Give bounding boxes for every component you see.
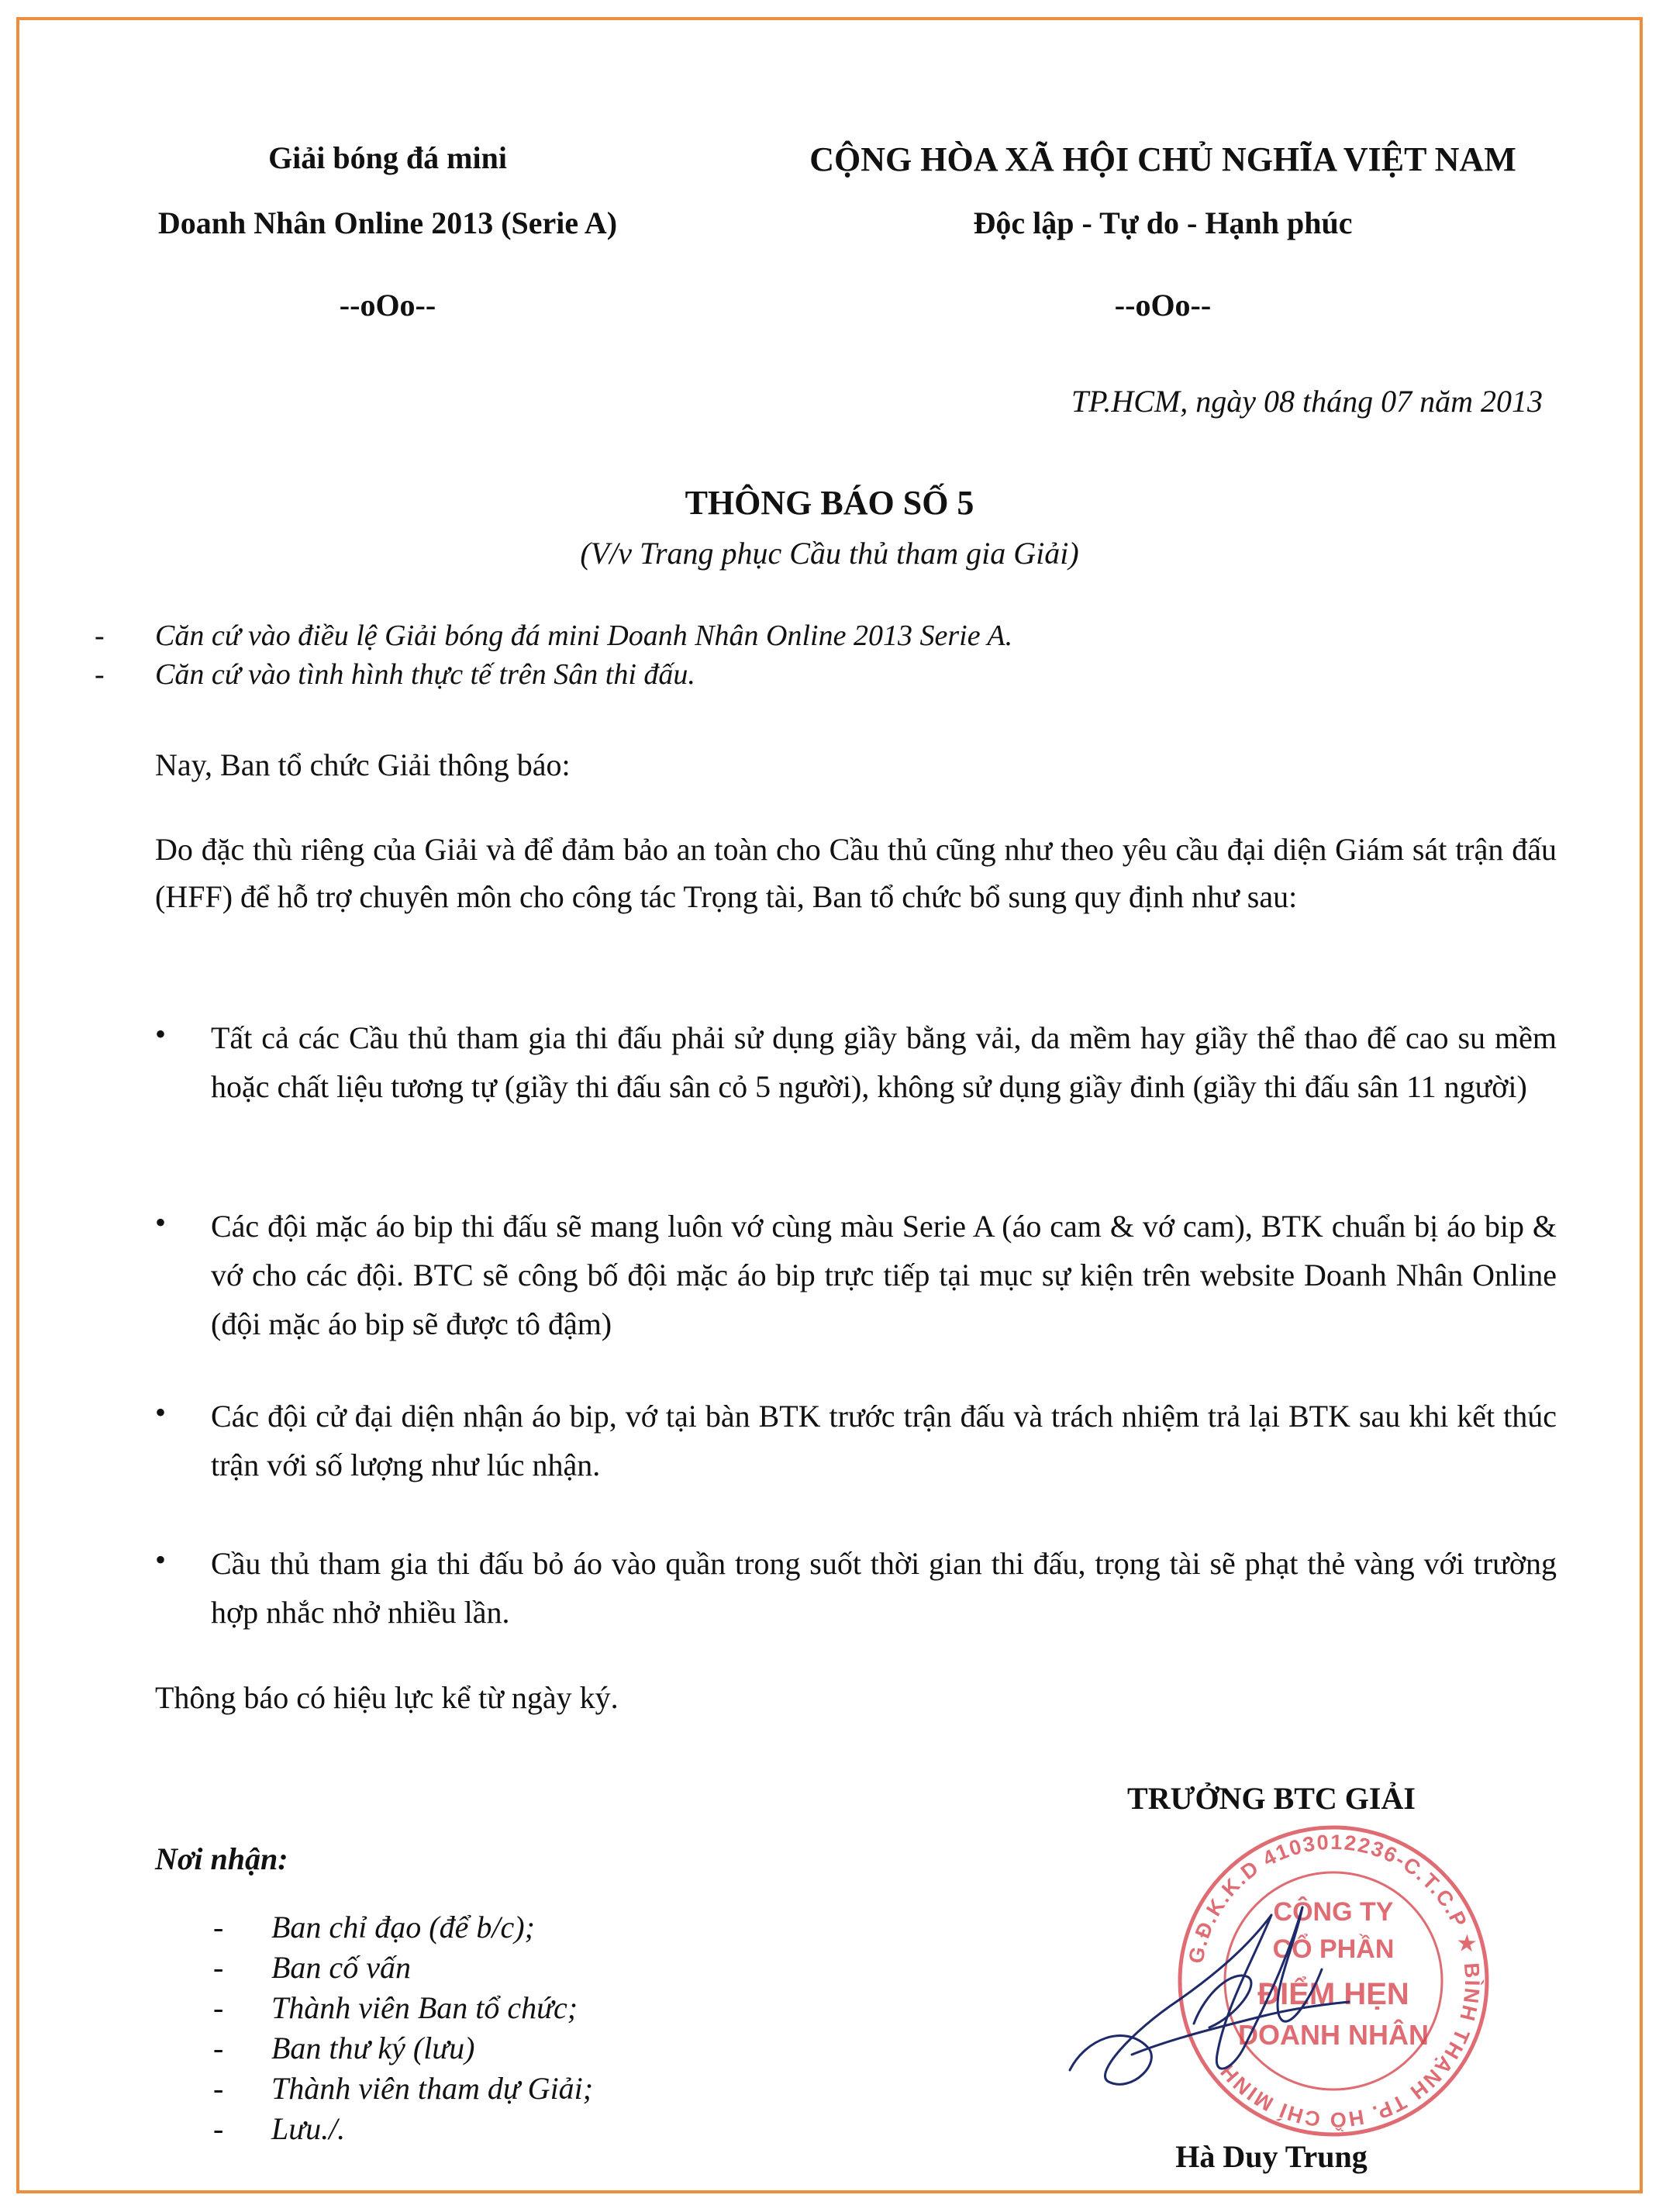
main-paragraph: Do đặc thù riêng của Giải và để đảm bảo an toàn cho Cầu thủ cũng như theo yêu cầu đại diện Giám sát trận đấu (HFF) để hỗ trợ chuyên môn cho công tác Trọng tài, Ban tổ chức bổ sung quy định như sau:: [155, 832, 1557, 914]
rule-item: Tất cả các Cầu thủ tham gia thi đấu phải sử dụng giầy bằng vải, da mềm hay giầy thể thao đế cao su mềm hoặc chất liệu tương tự (giầy thi đấu sân cỏ 5 người), không sử dụng giầy đinh (giầy thi đấu sân 11 người): [211, 1020, 1557, 1104]
bullet-marker: •: [155, 1205, 167, 1240]
recipient-text: Lưu./.: [271, 2111, 346, 2146]
bullet-marker: •: [155, 1542, 167, 1577]
national-title: CỘNG HÒA XÃ HỘI CHỦ NGHĨA VIỆT NAM: [809, 140, 1516, 178]
handwritten-signature: [1039, 1861, 1364, 2117]
rule-item: Các đội cử đại diện nhận áo bip, vớ tại bàn BTK trước trận đấu và trách nhiệm trả lại BTK sau khi kết thúc trận với số lượng như lúc nhận.: [211, 1399, 1557, 1482]
notice-title: THÔNG BÁO SỐ 5: [685, 484, 974, 522]
recipient-list: [213, 1907, 833, 2149]
notice-subtitle: (V/v Trang phục Cầu thủ tham gia Giải): [580, 536, 1079, 571]
stamp-ring-text: G.Đ.K.K.D 4103012236-C.T.C.P ★ BÌNH THẠNH TP. HỒ CHÍ MINH: [1184, 1830, 1485, 2132]
header-right-separator: --oOo--: [1114, 288, 1212, 323]
bullet-marker: •: [155, 1395, 167, 1430]
rule-item: Các đội mặc áo bip thi đấu sẽ mang luôn vớ cùng màu Serie A (áo cam & vớ cam), BTK chuẩn bị áo bip & vớ cho các đội. BTC sẽ công bố đội mặc áo bip trực tiếp tại mục sự kiện trên website Doanh Nhân Online (đội mặc áo bip sẽ được tô đậm): [211, 1209, 1557, 1341]
stamp-line: DOANH NHÂN: [1238, 2019, 1429, 2051]
signer-name: Hà Duy Trung: [1175, 2139, 1368, 2174]
recipient-text: Ban cố vấn: [271, 1950, 411, 1985]
recipient-text: Ban chỉ đạo (để b/c);: [271, 1910, 535, 1945]
list-item: [213, 2109, 833, 2149]
stamp-line: CÔNG TY: [1273, 1897, 1394, 1927]
date-line: TP.HCM, ngày 08 tháng 07 năm 2013: [1071, 384, 1543, 419]
rule-item: Cầu thủ tham gia thi đấu bỏ áo vào quần trong suốt thời gian thi đấu, trọng tài sẽ phạt thẻ vàng với trường hợp nhắc nhở nhiều lần.: [211, 1546, 1557, 1630]
list-item: [213, 2069, 833, 2109]
dash-marker: -: [213, 1990, 224, 2025]
recipient-text: Thành viên Ban tổ chức;: [271, 1990, 578, 2025]
dash-marker: -: [213, 2031, 224, 2065]
ground-text: Căn cứ vào tình hình thực tế trên Sân thi đấu.: [155, 658, 695, 691]
tournament-season: Doanh Nhân Online 2013 (Serie A): [157, 205, 618, 240]
recipient-text: Ban thư ký (lưu): [271, 2031, 475, 2065]
ground-text: Căn cứ vào điều lệ Giải bóng đá mini Doanh Nhân Online 2013 Serie A.: [155, 619, 1013, 652]
effective-note: Thông báo có hiệu lực kể từ ngày ký.: [155, 1680, 619, 1715]
recipient-text: Thành viên tham dự Giải;: [271, 2071, 594, 2106]
header-left-separator: --oOo--: [339, 288, 436, 323]
bullet-marker: •: [155, 1016, 167, 1051]
signer-role: TRƯỞNG BTC GIẢI: [1127, 1781, 1416, 1816]
list-item: [213, 1948, 833, 1988]
dash-marker: -: [95, 658, 105, 691]
list-item: [213, 1988, 833, 2028]
dash-marker: -: [213, 2111, 224, 2146]
tournament-name: Giải bóng đá mini: [268, 140, 507, 175]
ground-item: [95, 619, 1490, 657]
stamp-line: CỔ PHẦN: [1272, 1934, 1395, 1964]
dash-marker: -: [95, 619, 105, 652]
national-motto: Độc lập - Tự do - Hạnh phúc: [973, 205, 1353, 240]
dash-marker: -: [213, 1950, 224, 1985]
intro-line: Nay, Ban tổ chức Giải thông báo:: [155, 747, 571, 782]
list-item: [213, 2028, 833, 2069]
list-item: [213, 1907, 833, 1948]
stamp-line: ĐIỂM HẸN: [1257, 1977, 1409, 2011]
dash-marker: -: [213, 2071, 224, 2106]
recipients-label: Nơi nhận:: [155, 1841, 288, 1876]
ground-item: [95, 657, 1490, 696]
dash-marker: -: [213, 1910, 224, 1945]
